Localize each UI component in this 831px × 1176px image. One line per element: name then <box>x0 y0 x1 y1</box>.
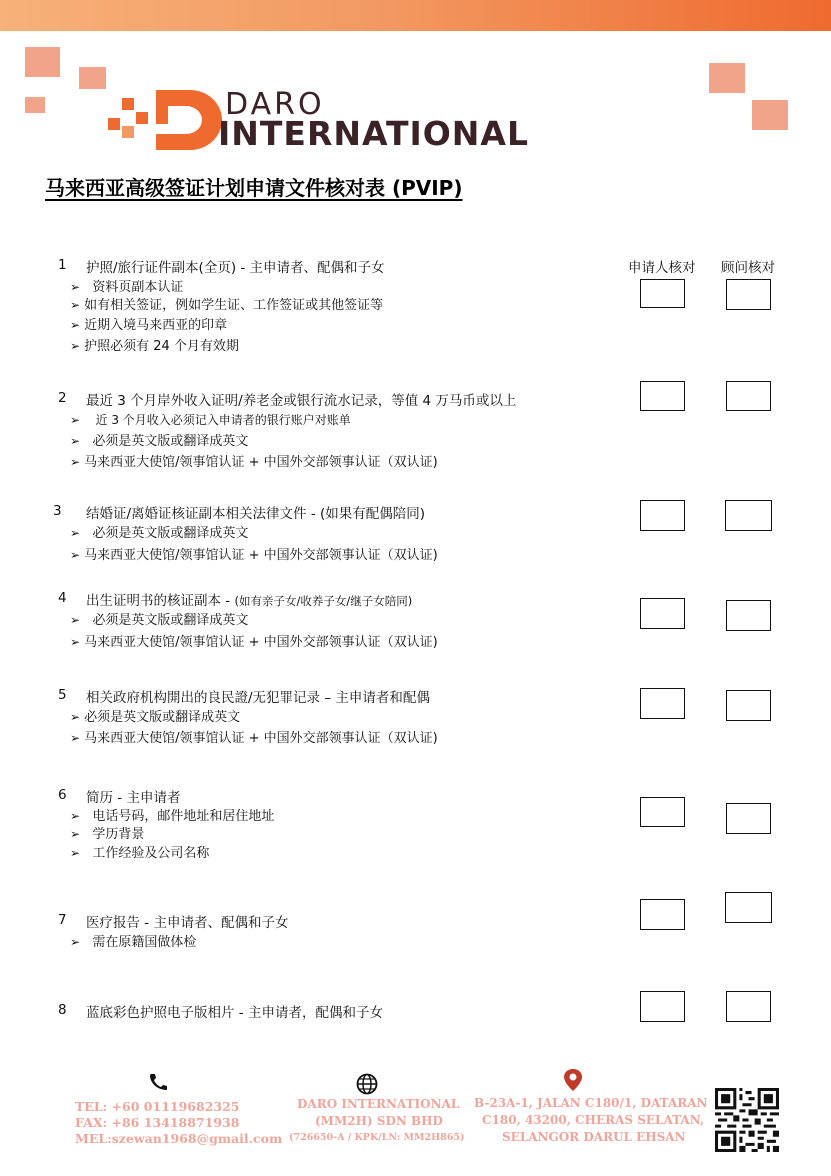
applicant-check-box[interactable] <box>640 279 685 308</box>
globe-icon <box>354 1073 380 1095</box>
applicant-check-box[interactable] <box>640 797 685 827</box>
brand-name-line1: DARO <box>225 87 325 122</box>
logo-mark-icon <box>108 90 223 150</box>
footer-fax: FAX: +86 13418871938 <box>75 1115 240 1130</box>
list-item: ➢ 如有相关签证，例如学生证、工作签证或其他签证等 <box>70 298 384 313</box>
applicant-check-box[interactable] <box>640 899 685 930</box>
list-item: ➢ 需在原籍国做体检 <box>70 935 197 950</box>
consultant-check-box[interactable] <box>725 500 772 531</box>
item-title: 医疗报告 - 主申请者、配偶和子女 <box>86 915 289 931</box>
footer-tel: TEL: +60 01119682325 <box>75 1099 240 1114</box>
deco-square <box>25 97 45 113</box>
item-number: 6 <box>58 787 67 803</box>
column-header-consultant: 顾问核对 <box>721 260 775 276</box>
deco-square <box>709 63 745 93</box>
page-title: 马来西亚高级签证计划申请文件核对表 (PVIP) <box>45 176 463 200</box>
item-title: 护照/旅行证件副本(全页) - 主申请者、配偶和子女 <box>86 260 385 276</box>
deco-square <box>25 47 60 77</box>
footer-company-reg: (726650-A / KPK/LN: MM2H865) <box>289 1132 465 1143</box>
consultant-check-box[interactable] <box>726 279 771 310</box>
column-header-applicant: 申请人核对 <box>628 260 696 276</box>
footer-email: MEL:szewan1968@gmail.com <box>75 1131 283 1146</box>
consultant-check-box[interactable] <box>726 381 771 411</box>
phone-icon <box>147 1073 169 1091</box>
item-title: 出生证明书的核证副本 - (如有亲子女/收养子女/继子女陪同) <box>86 593 413 609</box>
item-number: 8 <box>58 1002 67 1018</box>
list-item: ➢ 马来西亚大使馆/领事馆认证 + 中国外交部领事认证（双认证) <box>70 731 438 746</box>
item-number: 5 <box>58 687 67 703</box>
item-title: 相关政府机构開出的良民證/无犯罪记录 – 主申请者和配偶 <box>86 690 430 706</box>
list-item: ➢ 近 3 个月收入必须记入申请者的银行账户对账单 <box>70 413 351 427</box>
list-item: ➢ 必须是英文版或翻译成英文 <box>70 613 249 628</box>
item-title: 简历 - 主申请者 <box>86 790 181 806</box>
list-item: ➢ 必须是英文版或翻译成英文 <box>70 710 241 725</box>
applicant-check-box[interactable] <box>640 598 685 629</box>
list-item: ➢ 马来西亚大使馆/领事馆认证 + 中国外交部领事认证（双认证) <box>70 548 438 563</box>
qr-code[interactable] <box>715 1088 779 1152</box>
footer-company-line1: DARO INTERNATIONAL <box>297 1097 460 1111</box>
deco-square <box>752 100 788 130</box>
applicant-check-box[interactable] <box>640 500 685 531</box>
list-item: ➢ 学历背景 <box>70 827 145 842</box>
consultant-check-box[interactable] <box>726 600 771 631</box>
item-number: 3 <box>53 503 62 519</box>
deco-square <box>79 67 106 89</box>
applicant-check-box[interactable] <box>640 688 685 719</box>
item-number: 7 <box>58 912 67 928</box>
item-title: 最近 3 个月岸外收入证明/养老金或银行流水记录，等值 4 万马币或以上 <box>86 393 517 409</box>
item-number: 1 <box>58 257 67 273</box>
footer-address-line1: B-23A-1, JALAN C180/1, DATARAN <box>474 1096 708 1110</box>
item-title: 结婚证/离婚证核证副本相关法律文件 - (如果有配偶陪同) <box>86 506 426 522</box>
consultant-check-box[interactable] <box>726 803 771 834</box>
top-accent-bar <box>0 0 831 31</box>
consultant-check-box[interactable] <box>726 690 771 721</box>
applicant-check-box[interactable] <box>640 991 685 1022</box>
footer-address-line2: C180, 43200, CHERAS SELATAN, <box>482 1113 705 1127</box>
list-item: ➢ 马来西亚大使馆/领事馆认证 + 中国外交部领事认证（双认证) <box>70 455 438 470</box>
brand-name-line2: INTERNATIONAL <box>218 114 529 153</box>
list-item: ➢ 工作经验及公司名称 <box>70 846 210 861</box>
consultant-check-box[interactable] <box>726 991 771 1022</box>
list-item: ➢ 必须是英文版或翻译成英文 <box>70 526 249 541</box>
footer-address-line3: SELANGOR DARUL EHSAN <box>502 1130 686 1144</box>
item-number: 4 <box>58 590 67 606</box>
list-item: ➢ 电话号码，邮件地址和居住地址 <box>70 809 275 824</box>
item-title: 蓝底彩色护照电子版相片 - 主申请者，配偶和子女 <box>86 1005 383 1021</box>
location-pin-icon <box>563 1068 583 1092</box>
footer-company-line2: (MM2H) SDN BHD <box>315 1114 443 1128</box>
list-item: ➢ 马来西亚大使馆/领事馆认证 + 中国外交部领事认证（双认证) <box>70 635 438 650</box>
applicant-check-box[interactable] <box>640 381 685 411</box>
list-item: ➢ 资料页副本认证 <box>70 280 184 295</box>
item-number: 2 <box>58 390 67 406</box>
list-item: ➢ 近期入境马来西亚的印章 <box>70 318 228 333</box>
list-item: ➢ 护照必须有 24 个月有效期 <box>70 339 239 354</box>
consultant-check-box[interactable] <box>725 892 772 923</box>
list-item: ➢ 必须是英文版或翻译成英文 <box>70 434 249 449</box>
